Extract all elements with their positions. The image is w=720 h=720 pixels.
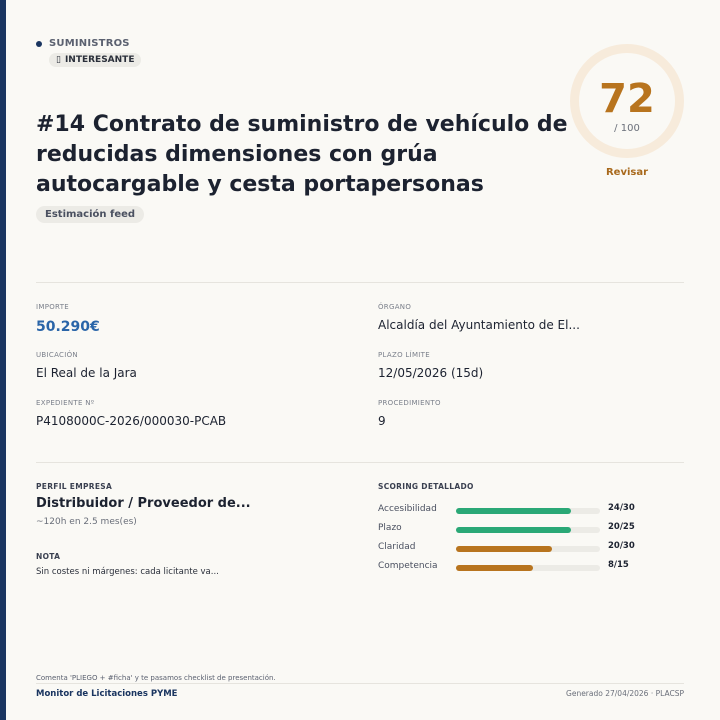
score-row-label: Accesibilidad: [378, 504, 437, 514]
expediente-label: EXPEDIENTE Nº: [36, 399, 95, 407]
perfil-name: Distribuidor / Proveedor de...: [36, 496, 251, 511]
score-row-claridad: [378, 542, 688, 556]
score-row-label: Claridad: [378, 542, 416, 552]
score-bar-track: [456, 546, 600, 552]
score-row-value: 8/15: [608, 560, 629, 570]
importe-label: IMPORTE: [36, 303, 69, 311]
footer-divider: [36, 683, 684, 684]
score-row-label: Competencia: [378, 561, 438, 571]
score-row-plazo: [378, 523, 688, 537]
organo-value: Alcaldía del Ayuntamiento de El...: [378, 318, 580, 332]
score-status: Revisar: [605, 167, 649, 178]
ubicacion-value: El Real de la Jara: [36, 366, 137, 380]
score-bar-fill: [456, 546, 552, 552]
organo-label: ÓRGANO: [378, 303, 412, 311]
plazo-label: PLAZO LÍMITE: [378, 351, 430, 359]
nota-label: NOTA: [36, 552, 61, 561]
score-bar-fill: [456, 527, 571, 533]
score-gauge: [570, 44, 684, 158]
bullet-icon: [36, 41, 42, 47]
footer-generated: Generado 27/04/2026 · PLACSP: [566, 689, 684, 698]
perfil-hours: ~120h en 2.5 mes(es): [36, 517, 137, 527]
scoring-label: SCORING DETALLADO: [378, 482, 474, 491]
perfil-label: PERFIL EMPRESA: [36, 482, 113, 491]
feed-estimate-chip: Estimación feed: [36, 206, 144, 223]
score-row-label: Plazo: [378, 523, 402, 533]
score-row-value: 20/30: [608, 541, 635, 551]
status-badge: [49, 53, 141, 67]
score-row-competencia: [378, 561, 688, 575]
section-divider: [36, 462, 684, 463]
importe-value: 50.290€: [36, 319, 100, 335]
score-bar-track: [456, 508, 600, 514]
star-icon: ▯: [56, 55, 61, 65]
footer-brand: Monitor de Licitaciones PYME: [36, 689, 178, 699]
score-row-value: 24/30: [608, 503, 635, 513]
ubicacion-label: UBICACIÓN: [36, 351, 78, 359]
procedimiento-label: PROCEDIMIENTO: [378, 399, 441, 407]
section-divider: [36, 282, 684, 283]
category-label: SUMINISTROS: [49, 38, 130, 49]
score-max: / 100: [614, 123, 640, 134]
status-badge-label: INTERESANTE: [64, 55, 135, 65]
plazo-value: 12/05/2026 (15d): [378, 366, 484, 380]
score-bar-track: [456, 565, 600, 571]
nota-text: Sin costes ni márgenes: cada licitante va...: [36, 567, 219, 577]
procedimiento-value: 9: [378, 414, 386, 428]
category-tag: [36, 38, 130, 49]
score-bar-fill: [456, 508, 571, 514]
expediente-value: P4108000C-2026/000030-PCAB: [36, 414, 227, 428]
accent-bar: [0, 0, 6, 720]
score-bar-fill: [456, 565, 533, 571]
score-bar-track: [456, 527, 600, 533]
score-value: 72: [599, 76, 655, 122]
page-title: #14 Contrato de suministro de vehículo de reducidas dimensiones con grúa autocargable y cesta portapersonas: [36, 112, 568, 197]
footer-hint: Comenta 'PLIEGO + #ficha' y te pasamos checklist de presentación.: [36, 674, 276, 682]
score-row-accesibilidad: [378, 504, 688, 518]
score-row-value: 20/25: [608, 522, 635, 532]
